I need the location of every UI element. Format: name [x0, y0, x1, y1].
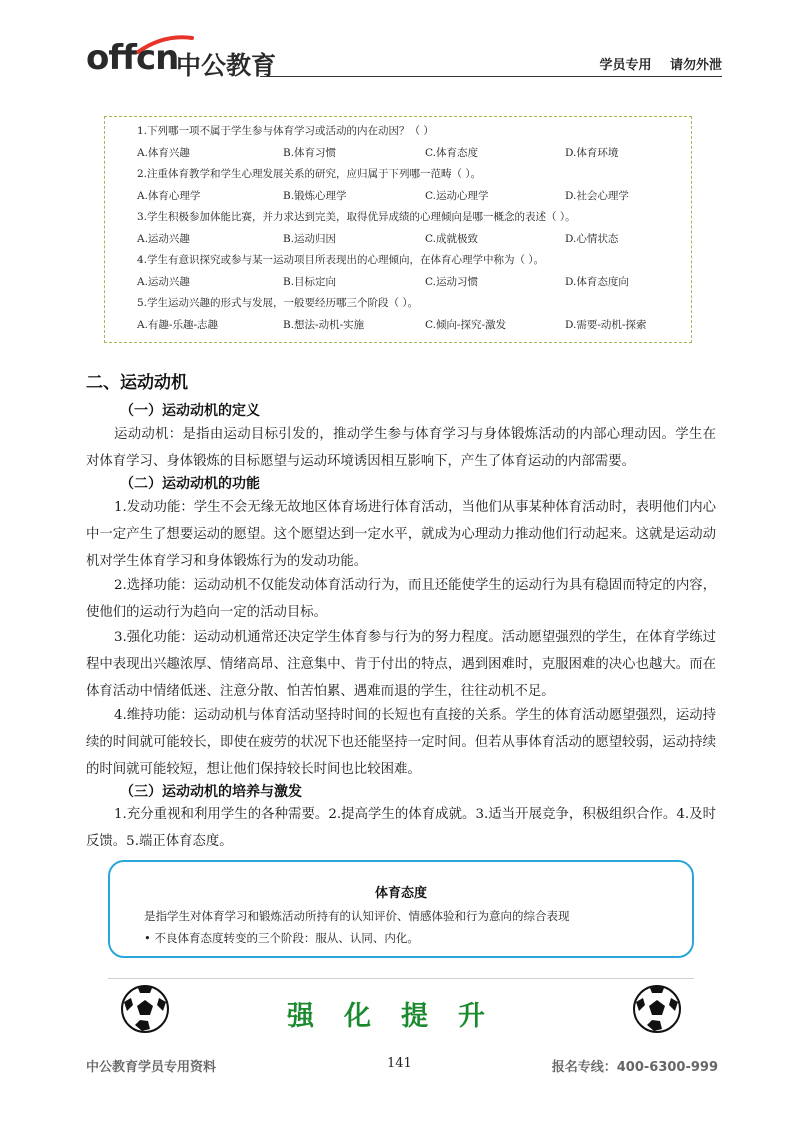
- page-header: [82, 36, 722, 82]
- section-title: 二、运动动机: [86, 373, 188, 393]
- question-5-option-d: D.需要-动机-探索: [565, 319, 647, 331]
- function-select-paragraph: 2.选择功能：运动动机不仅能发动体育活动行为，而且还能使学生的运动行为具有稳固而特定的内容，使他们的运动行为趋向一定的活动目标。: [86, 578, 716, 620]
- question-3: 3.学生积极参加体能比赛，并力求达到完美，取得优异成绩的心理倾向是哪一概念的表述（ ）。: [137, 211, 576, 223]
- question-2-option-b: B.锻炼心理学: [283, 190, 347, 202]
- function-launch-paragraph: 1.发动功能：学生不会无缘无故地区体育场进行体育活动，当他们从事某种体育活动时，表明他们内心中一定产生了想要运动的愿望。这个愿望达到一定水平，就成为心理动力推动他们行动起来。这就是运动动机对学生体育学习和身体锻炼行为的发动功能。: [86, 500, 716, 569]
- footer-source: 中公教育学员专用资料: [86, 1060, 217, 1075]
- question-1-option-d: D.体育环境: [565, 147, 619, 159]
- header-rule: [260, 76, 722, 77]
- question-4-option-a: A.运动兴趣: [137, 276, 190, 288]
- question-4-option-b: B.目标定向: [283, 276, 337, 288]
- subsection-definition-title: （一）运动动机的定义: [120, 403, 260, 419]
- note-title: 体育态度: [374, 886, 427, 901]
- question-2-option-c: C.运动心理学: [425, 190, 489, 202]
- note-stages: • 不良体育态度转变的三个阶段：服从、认同、内化。: [144, 931, 419, 945]
- soccer-ball-icon: [632, 984, 682, 1034]
- header-tag-members: 学员专用: [599, 58, 652, 73]
- page-number: 141: [387, 1056, 412, 1071]
- question-3-option-d: D.心情状态: [565, 233, 619, 245]
- practice-questions-box: [104, 116, 692, 343]
- question-4: 4.学生有意识探究或参与某一运动项目所表现出的心理倾向，在体育心理学中称为（ ）。: [137, 254, 545, 266]
- question-4-option-d: D.体育态度向: [565, 276, 629, 288]
- question-5-option-a: A.有趣-乐趣-志趣: [137, 319, 219, 331]
- question-1-option-b: B.体育习惯: [283, 147, 337, 159]
- attitude-note-box: [108, 860, 694, 958]
- function-reinforce-paragraph: 3.强化功能：运动动机通常还决定学生体育参与行为的努力程度。活动愿望强烈的学生，在体育学练过程中表现出兴趣浓厚、情绪高昂、注意集中、肯于付出的特点，遇到困难时，克服困难的决心也越大。而在体育活动中情绪低迷、注意分散、怕苦怕累、遇难而退的学生，往往动机不足。: [86, 630, 716, 699]
- question-5: 5.学生运动兴趣的形式与发展，一般要经历哪三个阶段（ ）。: [137, 297, 419, 309]
- cultivation-paragraph: 1.充分重视和利用学生的各种需要。2.提高学生的体育成就。3.适当开展竞争，积极组织合作。4.及时反馈。5.端正体育态度。: [86, 807, 716, 849]
- subsection-function-title: （二）运动动机的功能: [120, 476, 260, 492]
- question-5-option-b: B.想法-动机-实施: [283, 319, 365, 331]
- subsection-cultivation-title: （三）运动动机的培养与激发: [120, 784, 302, 800]
- note-definition: 是指学生对体育学习和锻炼活动所持有的认知评价、情感体验和行为意向的综合表现: [144, 909, 570, 923]
- question-2-option-d: D.社会心理学: [565, 190, 629, 202]
- question-5-option-c: C.倾向-探究-激发: [425, 319, 507, 331]
- footer-hotline: 报名专线：400-6300-999: [551, 1060, 718, 1075]
- question-3-option-a: A.运动兴趣: [137, 233, 190, 245]
- question-1: 1.下列哪一项不属于学生参与体育学习或活动的内在动因？（ ）: [137, 125, 434, 137]
- reinforce-banner: [108, 978, 694, 1044]
- question-1-option-c: C.体育态度: [425, 147, 478, 159]
- logo-latin: offcn: [86, 38, 179, 78]
- question-1-option-a: A.体育兴趣: [137, 147, 190, 159]
- banner-divider: [108, 978, 694, 979]
- header-tags: [585, 54, 722, 73]
- function-maintain-paragraph: 4.维持功能：运动动机与体育活动坚持时间的长短也有直接的关系。学生的体育活动愿望强烈，运动持续的时间就可能较长，即使在疲劳的状况下也还能坚持一定时间。但若从事体育活动的愿望较弱，运动持续的时间就可能较短，想让他们保持较长时间也比较困难。: [86, 708, 716, 777]
- question-2-option-a: A.体育心理学: [137, 190, 201, 202]
- header-tag-confidential: 请勿外泄: [669, 58, 722, 73]
- banner-title: 强化提升: [287, 1001, 515, 1032]
- question-4-option-c: C.运动习惯: [425, 276, 478, 288]
- question-3-option-c: C.成就极致: [425, 233, 478, 245]
- definition-paragraph: 运动动机：是指由运动目标引发的，推动学生参与体育学习与身体锻炼活动的内部心理动因。学生在对体育学习、身体锻炼的目标愿望与运动环境诱因相互影响下，产生了体育运动的内部需要。: [86, 427, 716, 469]
- logo-chinese: 中公教育: [176, 51, 277, 80]
- question-3-option-b: B.运动归因: [283, 233, 337, 245]
- question-2: 2.注重体育教学和学生心理发展关系的研究，应归属于下列哪一范畴（ ）。: [137, 168, 482, 180]
